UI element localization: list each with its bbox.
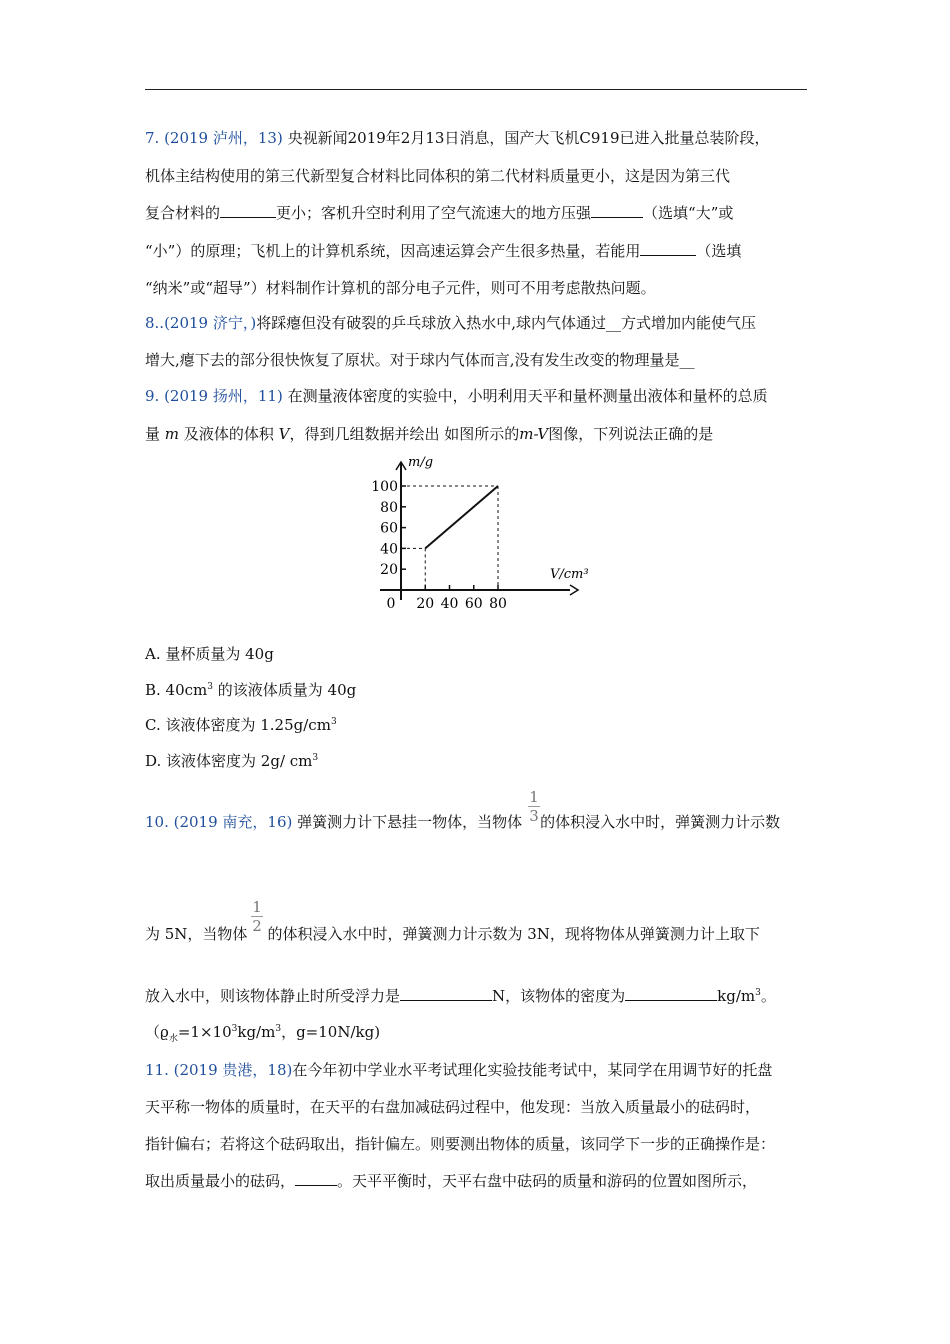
- x-tick-label: 40: [440, 596, 459, 612]
- x-tick-label: 60: [464, 596, 483, 612]
- answer-blank[interactable]: [640, 241, 696, 256]
- header-rule: [145, 89, 807, 90]
- data-line: [425, 486, 498, 548]
- q7-source: 7. (2019 泸州，13): [145, 129, 283, 147]
- y-tick-label: 60: [380, 520, 398, 537]
- y-tick-label: 40: [380, 541, 398, 558]
- q9-source: 9. (2019 扬州，11): [145, 387, 283, 405]
- fraction-one-third: 1 3: [529, 788, 539, 825]
- fraction-one-half: 1 2: [252, 898, 262, 935]
- q7-line-4: “小”）的原理；飞机上的计算机系统，因高速运算会产生很多热量，若能用 （选填: [145, 242, 742, 260]
- q11-line-1: 11. (2019 贵港，18)在今年初中学业水平考试理化实验技能考试中，某同学在用调节好的托盘: [145, 1061, 773, 1079]
- q11-line-3: 指针偏右；若将这个砝码取出，指针偏左。则要测出物体的质量，该同学下一步的正确操作是：: [145, 1135, 776, 1153]
- q8-source: 8..(2019 济宁，): [145, 314, 257, 332]
- q8-line-2: 增大,瘪下去的部分很快恢复了原状。对于球内气体而言,没有发生改变的物理量是__: [145, 351, 695, 369]
- q7-line-5: “纳米”或“超导”）材料制作计算机的部分电子元件，则可不用考虑散热问题。: [145, 279, 656, 297]
- q10-line-3: 放入水中，则该物体静止时所受浮力是 N，该物体的密度为 $kg/m^3$。: [145, 987, 776, 1005]
- option-a: A. 量杯质量为 40g: [145, 645, 274, 663]
- q9-line-1: 9. (2019 扬州，11) 在测量液体密度的实验中，小明利用天平和量杯测量出液体和量杯的总质: [145, 387, 768, 405]
- y-tick-label: 80: [380, 499, 398, 516]
- m-v-chart: [360, 450, 600, 615]
- option-b: B. $40cm^3$ 的该液体质量为 40g: [145, 681, 357, 699]
- x-axis-label: V/cm³: [550, 567, 589, 582]
- q7-line-3: 复合材料的 更小；客机升空时利用了空气流速大的地方压强 （选填“大”或: [145, 204, 734, 222]
- q11-source: 11. (2019 贵港，18): [145, 1061, 293, 1079]
- answer-blank[interactable]: [591, 203, 643, 218]
- x-tick-label: 80: [489, 596, 507, 612]
- q10-line-1: 10. (2019 南充，16) 弹簧测力计下悬挂一物体，当物体 的体积浸入水中时，弹簧测力计示数: [145, 813, 781, 831]
- q8-line-1: 8..(2019 济宁，)将踩瘪但没有破裂的乒乓球放入热水中,球内气体通过__方式增加内能使气压: [145, 314, 757, 332]
- x-tick-label: 0: [386, 596, 396, 612]
- option-c: C. 该液体密度为 $1.25g/cm^3$: [145, 716, 337, 734]
- x-axis-arrow: [570, 585, 578, 595]
- q10-source: 10. (2019 南充，16): [145, 813, 293, 831]
- q10-line-4: （$ϱ_水=1\times 10^3kg/m^3$，g=10N/kg): [145, 1023, 381, 1044]
- answer-blank[interactable]: [625, 986, 717, 1001]
- option-d: D. 该液体密度为 2g/ $cm^3$: [145, 752, 319, 770]
- y-tick-label: 20: [380, 562, 398, 579]
- x-tick-label: 20: [416, 596, 435, 612]
- q7-line-2: 机体主结构使用的第三代新型复合材料比同体积的第二代材料质量更小，这是因为第三代: [145, 167, 731, 185]
- q9-line-2: 量 m 及液体的体积 V，得到几组数据并绘出 如图所示的m-V图像，下列说法正确的是: [145, 425, 714, 443]
- q7-line-1: 7. (2019 泸州，13) 央视新闻2019年2月13日消息，国产大飞机C919已进入批量总装阶段，: [145, 129, 770, 147]
- answer-blank[interactable]: [400, 986, 492, 1001]
- answer-blank[interactable]: [220, 203, 276, 218]
- y-tick-label: 100: [371, 479, 398, 495]
- q10-line-2: 为 5N，当物体 的体积浸入水中时，弹簧测力计示数为 3N，现将物体从弹簧测力计上取下: [145, 925, 760, 943]
- q11-line-2: 天平称一物体的质量时，在天平的右盘加减砝码过程中，他发现：当放入质量最小的砝码时，: [145, 1098, 761, 1116]
- answer-blank[interactable]: [295, 1171, 337, 1186]
- q11-line-4: 取出质量最小的砝码， 。天平平衡时，天平右盘中砝码的质量和游码的位置如图所示，: [145, 1172, 758, 1190]
- y-axis-label: m/g: [408, 455, 434, 470]
